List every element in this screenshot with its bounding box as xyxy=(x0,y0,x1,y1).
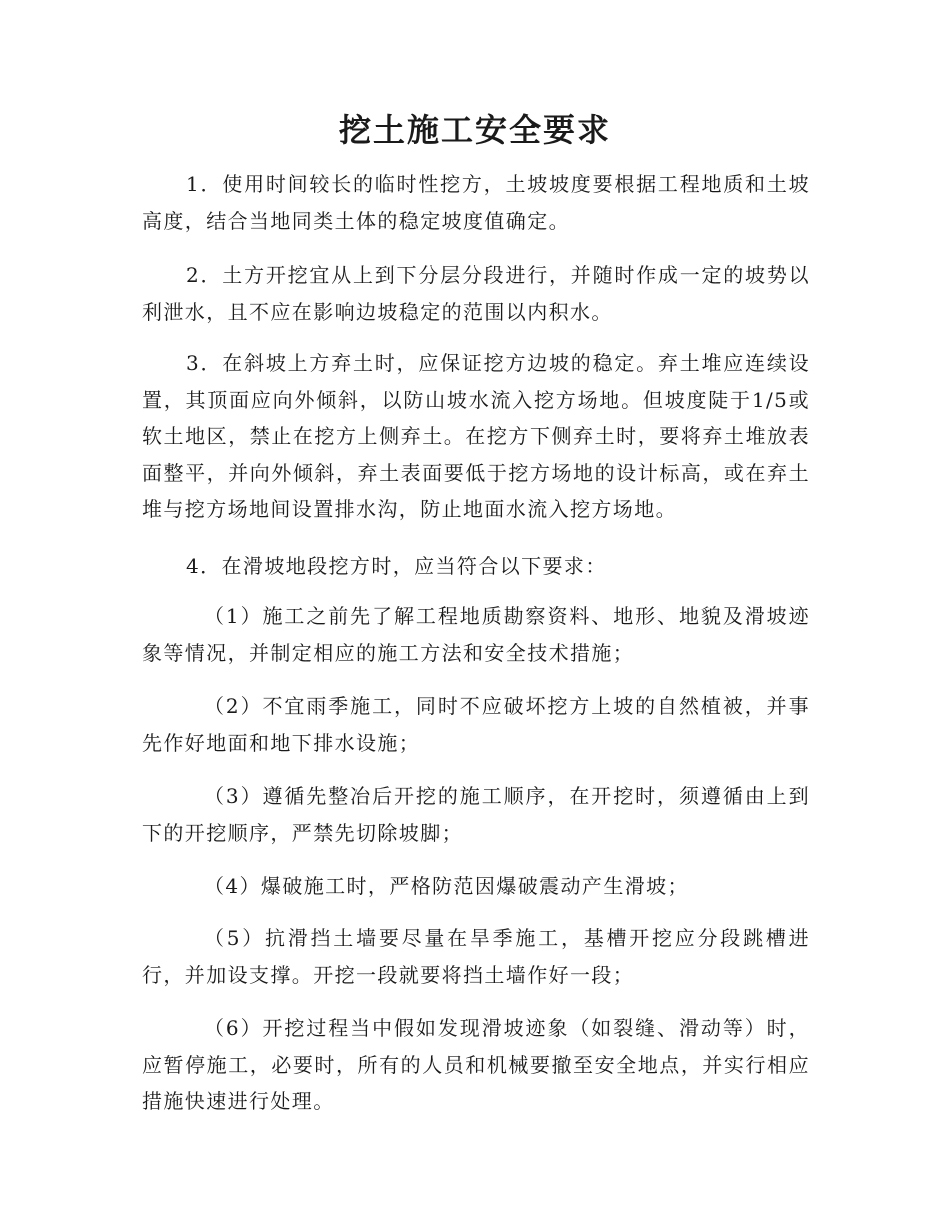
paragraph-1: 1．使用时间较长的临时性挖方，土坡坡度要根据工程地质和土坡高度，结合当地同类土体的稳定坡度值确定。 xyxy=(142,172,810,233)
sub-item-2: （2）不宜雨季施工，同时不应破坏挖方上坡的自然植被，并事先作好地面和地下排水设施； xyxy=(142,694,810,755)
sub-item-5: （5）抗滑挡土墙要尽量在旱季施工，基槽开挖应分段跳槽进行，并加设支撑。开挖一段就要将挡土墙作好一段； xyxy=(142,926,810,987)
sub-item-1: （1）施工之前先了解工程地质勘察资料、地形、地貌及滑坡迹象等情况，并制定相应的施工方法和安全技术措施； xyxy=(142,604,810,665)
sub-item-4: （4）爆破施工时，严格防范因爆破震动产生滑坡； xyxy=(204,874,689,898)
document-title: 挖土施工安全要求 xyxy=(338,111,611,149)
sub-item-3: （3）遵循先整冶后开挖的施工顺序，在开挖时，须遵循由上到下的开挖顺序，严禁先切除坡脚； xyxy=(142,784,810,845)
paragraph-3: 3．在斜坡上方弃土时，应保证挖方边坡的稳定。弃土堆应连续设置，其顶面应向外倾斜，以防山坡水流入挖方场地。但坡度陡于1/5或软土地区，禁止在挖方上侧弃土。在挖方下侧弃土时，要将弃土堆放表面整平，并向外倾斜，弃土表面要低于挖方场地的设计标高，或在弃土堆与挖方场地间设置排水沟，防止地面水流入挖方场地。 xyxy=(142,351,810,521)
paragraph-4: 4．在滑坡地段挖方时，应当符合以下要求： xyxy=(186,554,607,578)
sub-item-6: （6）开挖过程当中假如发现滑坡迹象（如裂缝、滑动等）时，应暂停施工，必要时，所有的人员和机械要撤至安全地点，并实行相应措施快速进行处理。 xyxy=(142,1016,810,1113)
paragraph-2: 2．土方开挖宜从上到下分层分段进行，并随时作成一定的坡势以利泄水，且不应在影响边坡稳定的范围以内积水。 xyxy=(142,263,810,324)
